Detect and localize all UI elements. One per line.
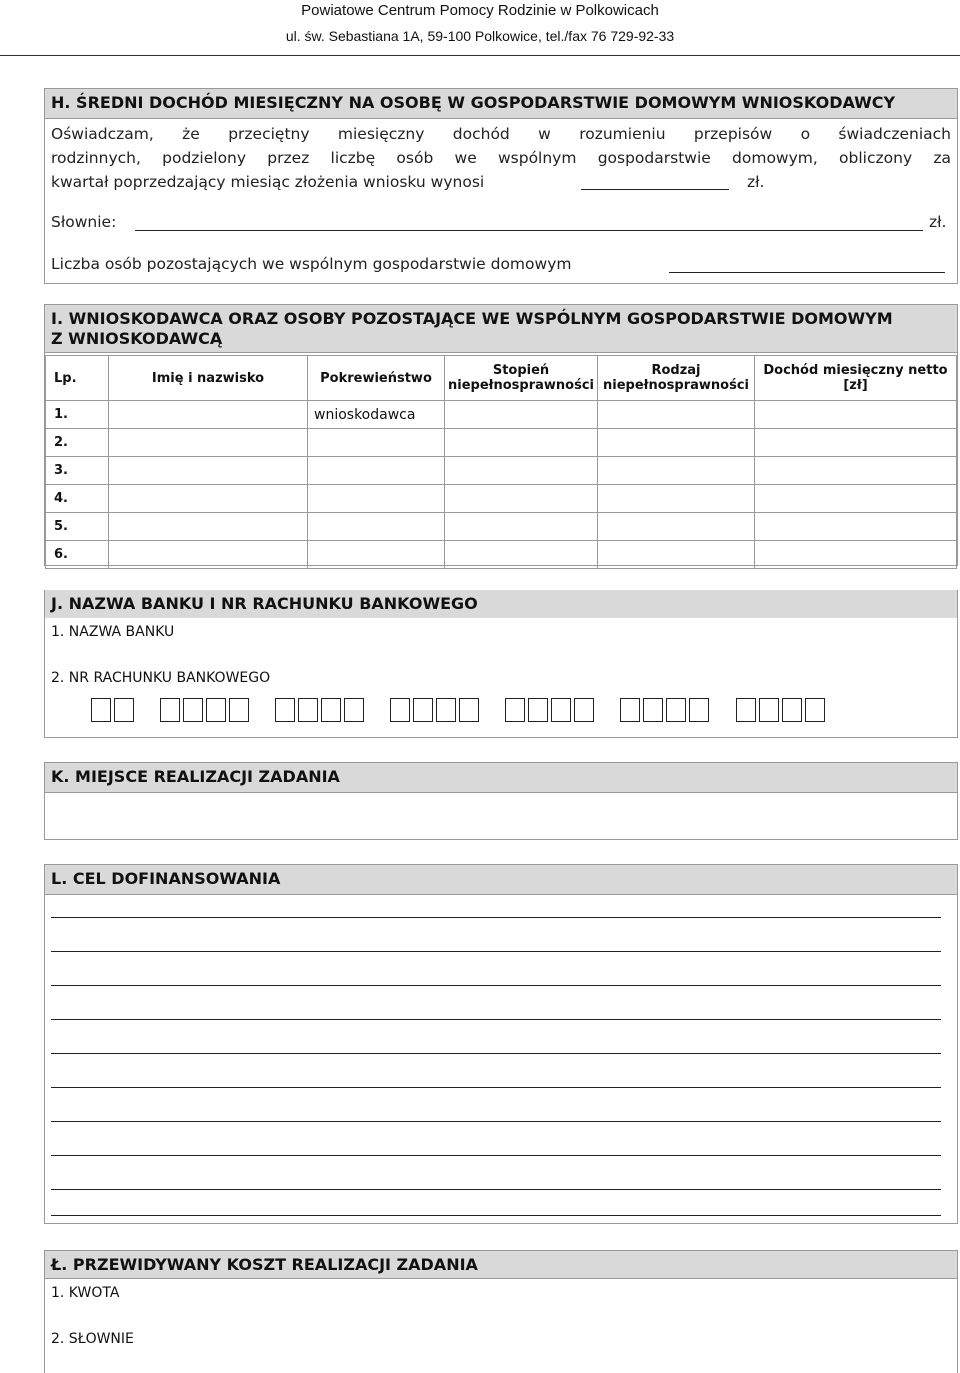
disability-degree-cell[interactable] <box>445 457 598 485</box>
purpose-line[interactable] <box>51 1189 941 1190</box>
disability-type-cell[interactable] <box>598 401 755 429</box>
section-i-title-line-2: Z WNIOSKODAWCĄ <box>51 329 223 348</box>
relation-cell[interactable] <box>308 485 445 513</box>
table-row <box>46 457 957 485</box>
section-l-title: L. CEL DOFINANSOWANIA <box>45 865 957 895</box>
row-lp: 5. <box>46 513 109 541</box>
bank-name-label: 1. NAZWA BANKU <box>51 624 175 640</box>
income-statement-line-1: Oświadczam, że przeciętny miesięczny dochód w rozumieniu przepisów o świadczeniach <box>51 125 951 143</box>
row-lp: 6. <box>46 541 109 569</box>
section-l-stroke-title: Ł. PRZEWIDYWANY KOSZT REALIZACJI ZADANIA <box>45 1251 957 1279</box>
income-currency: zł. <box>747 173 765 191</box>
net-income-cell[interactable] <box>755 513 957 541</box>
col-header-disability-degree: Stopień niepełnosprawności <box>445 356 598 401</box>
name-cell[interactable] <box>109 457 308 485</box>
income-statement-line-2: rodzinnych, podzielony przez liczbę osób we wspólnym gospodarstwie domowym, obliczony za <box>51 149 951 167</box>
net-income-cell[interactable] <box>755 457 957 485</box>
account-digit-group <box>390 698 482 726</box>
net-income-cell[interactable] <box>755 429 957 457</box>
table-row <box>46 401 957 429</box>
amount-label: 1. KWOTA <box>51 1285 120 1301</box>
section-k-title: K. MIEJSCE REALIZACJI ZADANIA <box>45 763 957 793</box>
net-income-cell[interactable] <box>755 401 957 429</box>
row-lp: 4. <box>46 485 109 513</box>
purpose-line[interactable] <box>51 985 941 986</box>
bank-name-field[interactable] <box>45 646 957 668</box>
account-digit-group <box>505 698 597 726</box>
amount-field[interactable] <box>45 1305 957 1329</box>
section-j-title: J. NAZWA BANKU I NR RACHUNKU BANKOWEGO <box>45 590 957 618</box>
relation-cell[interactable] <box>308 457 445 485</box>
name-cell[interactable] <box>109 513 308 541</box>
table-row <box>46 429 957 457</box>
disability-type-cell[interactable] <box>598 541 755 569</box>
purpose-line[interactable] <box>51 917 941 918</box>
disability-type-cell[interactable] <box>598 513 755 541</box>
name-cell[interactable] <box>109 429 308 457</box>
row-lp: 3. <box>46 457 109 485</box>
purpose-line[interactable] <box>51 1121 941 1122</box>
account-digit-group <box>736 698 828 726</box>
row-lp: 2. <box>46 429 109 457</box>
table-row <box>46 513 957 541</box>
col-header-lp: Lp. <box>46 356 109 401</box>
purpose-line[interactable] <box>51 1019 941 1020</box>
table-header-row <box>46 356 957 401</box>
name-cell[interactable] <box>109 485 308 513</box>
disability-type-cell[interactable] <box>598 429 755 457</box>
section-h-title: H. ŚREDNI DOCHÓD MIESIĘCZNY NA OSOBĘ W GOSPODARSTWIE DOMOWYM WNIOSKODAWCY <box>45 89 957 119</box>
purpose-line[interactable] <box>51 951 941 952</box>
account-digit-group <box>160 698 252 726</box>
disability-degree-cell[interactable] <box>445 401 598 429</box>
net-income-cell[interactable] <box>755 541 957 569</box>
disability-type-cell[interactable] <box>598 457 755 485</box>
col-header-name: Imię i nazwisko <box>109 356 308 401</box>
relation-cell[interactable] <box>308 429 445 457</box>
organization-address: ul. św. Sebastiana 1A, 59-100 Polkowice, tel./fax 76 729-92-33 <box>285 28 675 44</box>
table-row <box>46 485 957 513</box>
household-persons-label: Liczba osób pozostających we wspólnym gospodarstwie domowym <box>51 255 572 273</box>
col-header-relation: Pokrewieństwo <box>308 356 445 401</box>
disability-degree-cell[interactable] <box>445 541 598 569</box>
organization-name: Powiatowe Centrum Pomocy Rodzinie w Polkowicach <box>301 2 659 19</box>
account-digit-group <box>91 698 137 726</box>
household-members-table <box>45 355 957 569</box>
income-words-field[interactable] <box>135 230 923 231</box>
amount-words-label: 2. SŁOWNIE <box>51 1331 134 1347</box>
disability-degree-cell[interactable] <box>445 485 598 513</box>
section-i-title <box>45 305 957 353</box>
task-location-field[interactable] <box>45 793 957 839</box>
account-digit-group <box>275 698 367 726</box>
account-number-boxes[interactable] <box>91 698 828 726</box>
amount-words-field[interactable] <box>45 1351 957 1373</box>
household-persons-field[interactable] <box>669 272 945 273</box>
name-cell[interactable] <box>109 401 308 429</box>
income-words-currency: zł. <box>929 213 947 231</box>
income-amount-field[interactable] <box>581 189 729 190</box>
purpose-line[interactable] <box>51 1087 941 1088</box>
col-header-disability-type: Rodzaj niepełnosprawności <box>598 356 755 401</box>
section-l-stroke <box>44 1250 958 1373</box>
section-i-title-line-1: I. WNIOSKODAWCA ORAZ OSOBY POZOSTAJĄCE WE WSPÓLNYM GOSPODARSTWIE DOMOWYM <box>51 309 893 328</box>
relation-cell[interactable]: wnioskodawca <box>308 401 445 429</box>
net-income-cell[interactable] <box>755 485 957 513</box>
row-lp: 1. <box>46 401 109 429</box>
disability-degree-cell[interactable] <box>445 513 598 541</box>
disability-degree-cell[interactable] <box>445 429 598 457</box>
section-l <box>44 864 958 1224</box>
section-h <box>44 88 958 284</box>
section-i <box>44 304 958 566</box>
account-number-label: 2. NR RACHUNKU BANKOWEGO <box>51 670 271 686</box>
account-digit-group <box>620 698 712 726</box>
col-header-net-income: Dochód miesięczny netto [zł] <box>755 356 957 401</box>
purpose-line[interactable] <box>51 1155 941 1156</box>
relation-cell[interactable] <box>308 513 445 541</box>
purpose-line[interactable] <box>51 1053 941 1054</box>
section-k <box>44 762 958 840</box>
purpose-line[interactable] <box>51 1215 941 1216</box>
relation-cell[interactable] <box>308 541 445 569</box>
header-divider <box>0 55 960 56</box>
disability-type-cell[interactable] <box>598 485 755 513</box>
table-row <box>46 541 957 569</box>
income-words-label: Słownie: <box>51 213 117 231</box>
income-statement-line-3: kwartał poprzedzający miesiąc złożenia wniosku wynosi <box>51 173 485 191</box>
section-j <box>44 590 958 738</box>
name-cell[interactable] <box>109 541 308 569</box>
